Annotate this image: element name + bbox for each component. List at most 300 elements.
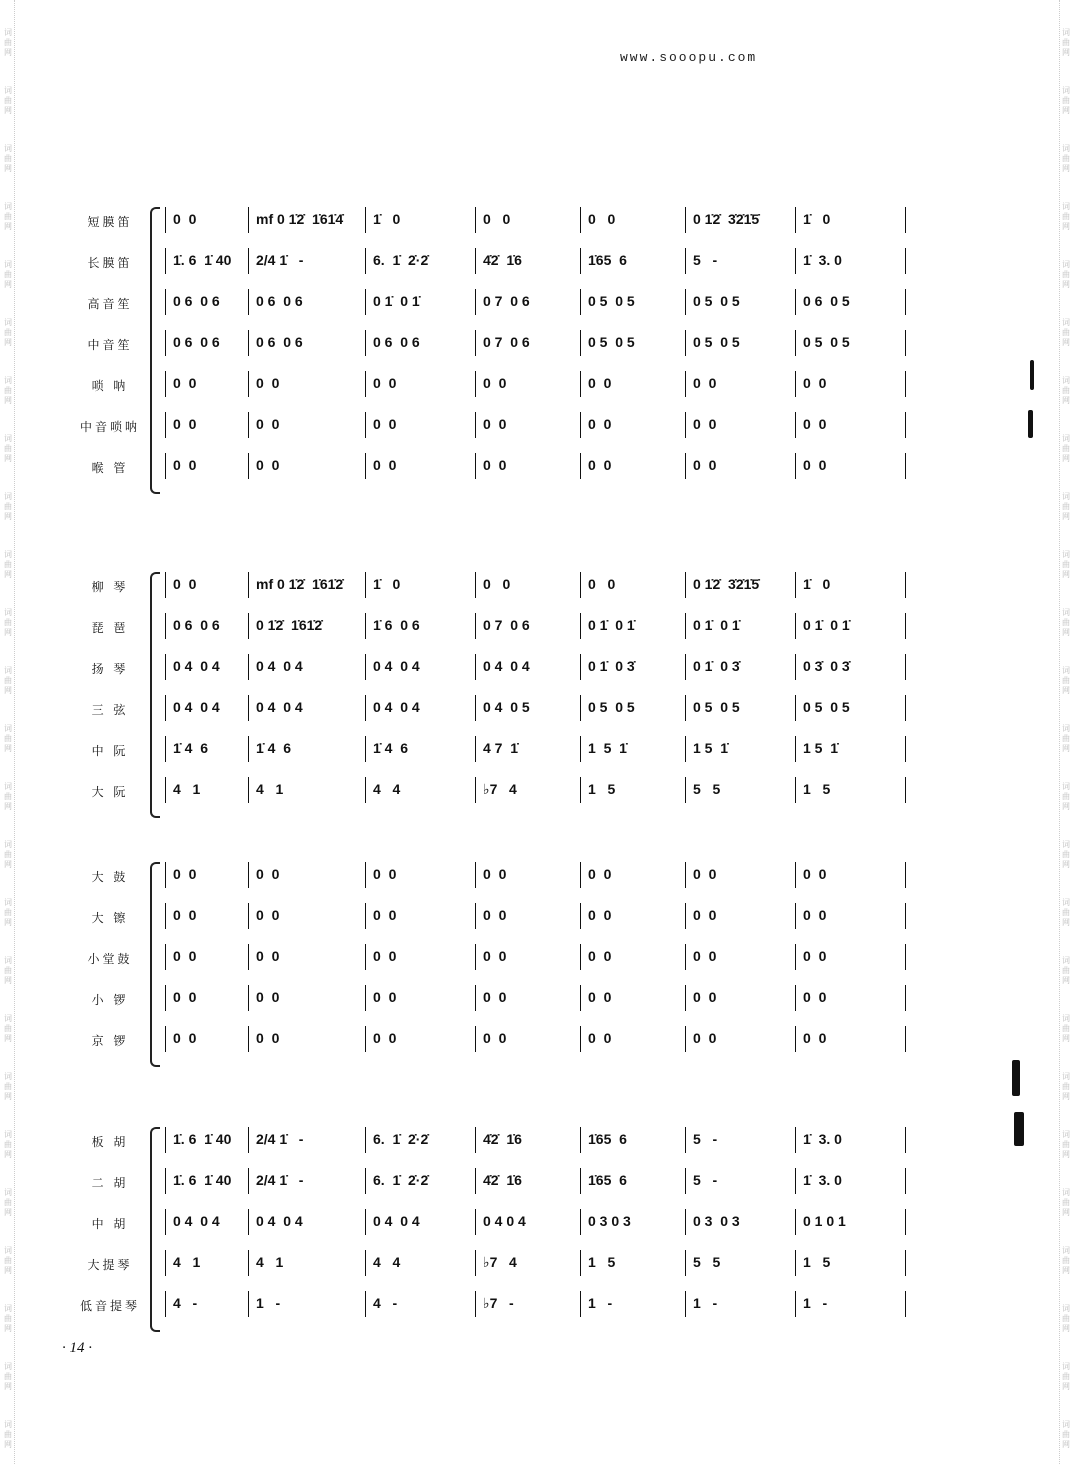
measure-notes: 0 0 (173, 457, 197, 473)
measure-notes: 0 0 (373, 989, 397, 1005)
measure-notes: 1̇ 3. 0 (803, 1131, 842, 1147)
measure-notes: 0 0 (256, 907, 280, 923)
measure-notes: 4 - (173, 1295, 198, 1311)
measure-notes: 0 0 (173, 948, 197, 964)
measure-notes: 0 0 (588, 211, 616, 227)
measure-notes: 0 0 (803, 907, 827, 923)
barline (165, 1250, 166, 1276)
measure-notes: 1 5 1̇ (803, 740, 839, 756)
barline (475, 862, 476, 888)
staff-row (70, 1248, 940, 1278)
instrument-name: 中音笙 (87, 338, 133, 352)
measure-notes: 0 6 0 6 (173, 617, 220, 633)
measure-notes: 0 0 (588, 948, 612, 964)
barline (165, 412, 166, 438)
instrument-name: 大提琴 (87, 1258, 133, 1272)
measure-notes: 2/4 1̇ - (256, 1172, 304, 1188)
barline (905, 736, 906, 762)
measure-notes: 1̇ 0 (803, 211, 831, 227)
measure-notes: 0 0 (483, 416, 507, 432)
watermark-text: 词曲网 (4, 956, 12, 985)
watermark-text: 词曲网 (4, 260, 12, 289)
barline (248, 207, 249, 233)
instrument-name: 大 鼓 (91, 870, 129, 884)
barline (248, 1291, 249, 1317)
measure-notes: 4 1 (173, 781, 201, 797)
watermark-text: 词曲网 (4, 782, 12, 811)
barline (685, 330, 686, 356)
barline (905, 248, 906, 274)
watermark-text: 词曲网 (4, 28, 12, 57)
barline (795, 330, 796, 356)
barline (685, 572, 686, 598)
measure-notes: ♭7 4 (483, 781, 517, 797)
barline (685, 412, 686, 438)
measure-notes: 4 1 (173, 1254, 201, 1270)
measure-notes: 0 5 0 5 (588, 334, 635, 350)
barline (905, 572, 906, 598)
barline (475, 1026, 476, 1052)
measure-notes: 0 6 0 6 (256, 293, 303, 309)
measure-notes: 0 0 (693, 907, 717, 923)
measure-notes: 0 1̇2̇ 3̇2̇1̇5̇ (693, 211, 760, 227)
barline (475, 777, 476, 803)
barline (248, 1209, 249, 1235)
measure-notes: 0 0 (483, 375, 507, 391)
watermark-text: 词曲网 (1062, 86, 1070, 115)
measure-notes: 0 7 0 6 (483, 617, 530, 633)
barline (685, 903, 686, 929)
watermark-text: 词曲网 (4, 1072, 12, 1101)
measure-notes: 0 4 0 4 (256, 658, 303, 674)
barline (165, 289, 166, 315)
barline (795, 613, 796, 639)
watermark-text: 词曲网 (1062, 376, 1070, 405)
staff-row (70, 246, 940, 276)
instrument-name: 二 胡 (91, 1176, 129, 1190)
barline (795, 1026, 796, 1052)
staff-row (70, 1289, 940, 1319)
measure-notes: 0 0 (588, 375, 612, 391)
measure-notes: 4̇2̇ 1̇6 (483, 252, 522, 268)
watermark-text: 词曲网 (1062, 1362, 1070, 1391)
barline (475, 330, 476, 356)
measure-notes: 0 0 (256, 457, 280, 473)
barline (165, 330, 166, 356)
left-watermark-strip (2, 0, 15, 1464)
measure-notes: 0 1̇ 0 1̇ (588, 617, 635, 633)
watermark-text: 词曲网 (1062, 550, 1070, 579)
watermark-text: 词曲网 (1062, 1072, 1070, 1101)
measure-notes: 1̇ 6 0 6 (373, 617, 420, 633)
measure-notes: 1 5 (588, 1254, 616, 1270)
barline (165, 1026, 166, 1052)
measure-notes: 0 0 (483, 989, 507, 1005)
staff-row (70, 205, 940, 235)
measure-notes: 0 0 (483, 907, 507, 923)
instrument-name: 扬 琴 (91, 662, 129, 676)
measure-notes: 1 - (256, 1295, 281, 1311)
measure-notes: 4 1 (256, 781, 284, 797)
staff-row (70, 328, 940, 358)
barline (685, 1026, 686, 1052)
barline (905, 1250, 906, 1276)
measure-notes: 0 6 0 6 (173, 334, 220, 350)
barline (365, 944, 366, 970)
barline (248, 777, 249, 803)
barline (580, 572, 581, 598)
barline (580, 862, 581, 888)
barline (685, 944, 686, 970)
barline (795, 654, 796, 680)
measure-notes: 0 0 (173, 907, 197, 923)
measure-notes: 0 0 (173, 576, 197, 592)
instrument-name: 短膜笛 (87, 215, 133, 229)
barline (248, 1026, 249, 1052)
instrument-name: 中 胡 (91, 1217, 129, 1231)
barline (165, 1291, 166, 1317)
watermark-text: 词曲网 (1062, 144, 1070, 173)
barline (905, 862, 906, 888)
measure-notes: 0 1̇ 0 1̇ (373, 293, 420, 309)
barline (795, 1127, 796, 1153)
watermark-text: 词曲网 (1062, 1246, 1070, 1275)
barline (475, 985, 476, 1011)
barline (248, 453, 249, 479)
watermark-text: 词曲网 (1062, 724, 1070, 753)
watermark-text: 词曲网 (1062, 318, 1070, 347)
measure-notes: 0 3 0 3 (693, 1213, 740, 1229)
barline (905, 207, 906, 233)
measure-notes: 0 5 0 5 (588, 293, 635, 309)
staff-row (70, 1024, 940, 1054)
measure-notes: 5 - (693, 1131, 718, 1147)
barline (795, 944, 796, 970)
watermark-text: 词曲网 (1062, 434, 1070, 463)
barline (248, 371, 249, 397)
measure-notes: 0 4 0 4 (173, 658, 220, 674)
ink-mark (1012, 1060, 1020, 1096)
measure-notes: 0 0 (588, 457, 612, 473)
measure-notes: 0 0 (173, 375, 197, 391)
barline (795, 248, 796, 274)
barline (580, 736, 581, 762)
barline (905, 1291, 906, 1317)
barline (165, 736, 166, 762)
barline (580, 777, 581, 803)
instrument-name: 小堂鼓 (87, 952, 133, 966)
barline (365, 1168, 366, 1194)
watermark-text: 词曲网 (4, 1246, 12, 1275)
measure-notes: 0 0 (803, 416, 827, 432)
watermark-text: 词曲网 (1062, 492, 1070, 521)
barline (248, 736, 249, 762)
barline (165, 613, 166, 639)
measure-notes: 1̇65 6 (588, 1131, 627, 1147)
barline (365, 1127, 366, 1153)
staff-row (70, 860, 940, 890)
measure-notes: 4 4 (373, 781, 401, 797)
barline (165, 985, 166, 1011)
staff-row (70, 1166, 940, 1196)
staff-row (70, 369, 940, 399)
watermark-text: 词曲网 (1062, 666, 1070, 695)
measure-notes: 4 1 (256, 1254, 284, 1270)
barline (475, 944, 476, 970)
barline (475, 613, 476, 639)
measure-notes: 0 5 0 5 (588, 699, 635, 715)
measure-notes: 1̇. 6 1̇ 40 (173, 1172, 232, 1188)
measure-notes: 0 7 0 6 (483, 334, 530, 350)
watermark-text: 词曲网 (4, 608, 12, 637)
measure-notes: 0 0 (173, 1030, 197, 1046)
measure-notes: 0 0 (803, 1030, 827, 1046)
barline (475, 572, 476, 598)
measure-notes: 0 0 (803, 989, 827, 1005)
barline (248, 862, 249, 888)
measure-notes: 4̇2̇ 1̇6 (483, 1172, 522, 1188)
barline (905, 1026, 906, 1052)
barline (795, 862, 796, 888)
barline (365, 330, 366, 356)
instrument-name: 大 阮 (91, 785, 129, 799)
barline (580, 695, 581, 721)
barline (795, 903, 796, 929)
measure-notes: 0 0 (173, 866, 197, 882)
instrument-name: 长膜笛 (87, 256, 133, 270)
score-system-3 (70, 860, 940, 1071)
watermark-text: 词曲网 (4, 840, 12, 869)
measure-notes: 0 0 (693, 457, 717, 473)
measure-notes: 0 0 (588, 576, 616, 592)
watermark-text: 词曲网 (1062, 898, 1070, 927)
barline (685, 207, 686, 233)
barline (905, 371, 906, 397)
measure-notes: 0 0 (256, 375, 280, 391)
instrument-name: 京 锣 (91, 1034, 129, 1048)
measure-notes: 6. 1̇ 2̇·2̇ (373, 1172, 429, 1188)
barline (475, 654, 476, 680)
measure-notes: 0 5 0 5 (803, 699, 850, 715)
score-system-1 (70, 205, 940, 498)
barline (365, 777, 366, 803)
barline (165, 1209, 166, 1235)
barline (580, 330, 581, 356)
measure-notes: 0 6 0 6 (373, 334, 420, 350)
barline (475, 371, 476, 397)
measure-notes: 0 5 0 5 (693, 699, 740, 715)
barline (165, 1127, 166, 1153)
barline (248, 654, 249, 680)
barline (365, 736, 366, 762)
barline (685, 985, 686, 1011)
barline (165, 207, 166, 233)
measure-notes: 0 0 (803, 866, 827, 882)
measure-notes: 0 0 (693, 948, 717, 964)
measure-notes: 0 0 (173, 989, 197, 1005)
measure-notes: 0 1̇ 0 1̇ (693, 617, 740, 633)
staff-row (70, 410, 940, 440)
barline (365, 695, 366, 721)
staff-row (70, 901, 940, 931)
barline (685, 1250, 686, 1276)
watermark-text: 词曲网 (4, 1362, 12, 1391)
measure-notes: 5 - (693, 252, 718, 268)
instrument-name: 喉 管 (91, 461, 129, 475)
ink-mark (1014, 1112, 1024, 1146)
barline (905, 695, 906, 721)
measure-notes: 5 5 (693, 1254, 721, 1270)
measure-notes: 0 5 0 5 (693, 293, 740, 309)
barline (475, 412, 476, 438)
barline (475, 903, 476, 929)
measure-notes: 0 0 (693, 375, 717, 391)
measure-notes: 0 6 0 6 (256, 334, 303, 350)
score-system-2 (70, 570, 940, 822)
watermark-text: 词曲网 (4, 1304, 12, 1333)
right-watermark-strip (1059, 0, 1072, 1464)
measure-notes: 0 0 (483, 576, 511, 592)
barline (580, 944, 581, 970)
measure-notes: 1̇. 6 1̇ 40 (173, 1131, 232, 1147)
barline (165, 453, 166, 479)
measure-notes: 1̇ 4 6 (173, 740, 209, 756)
barline (795, 453, 796, 479)
measure-notes: 0 1̇2̇ 1̇61̇2̇ (256, 617, 323, 633)
measure-notes: 1̇ 4 6 (256, 740, 292, 756)
barline (165, 944, 166, 970)
barline (165, 654, 166, 680)
measure-notes: 1 5 1̇ (693, 740, 729, 756)
watermark-text: 词曲网 (1062, 1304, 1070, 1333)
score-system-4 (70, 1125, 940, 1336)
barline (165, 1168, 166, 1194)
measure-notes: 0 4 0 4 (173, 1213, 220, 1229)
measure-notes: 0 1̇ 0 3̇ (588, 658, 635, 674)
measure-notes: 4 - (373, 1295, 398, 1311)
measure-notes: 4 7 1̇ (483, 740, 519, 756)
barline (580, 1250, 581, 1276)
barline (475, 695, 476, 721)
measure-notes: 6. 1̇ 2̇·2̇ (373, 252, 429, 268)
instrument-name: 中 阮 (91, 744, 129, 758)
barline (248, 613, 249, 639)
measure-notes: mf 0 1̇2̇ 1̇61̇4̇ (256, 211, 344, 227)
measure-notes: 0 0 (483, 211, 511, 227)
barline (795, 572, 796, 598)
barline (685, 1168, 686, 1194)
barline (795, 695, 796, 721)
watermark-text: 词曲网 (1062, 1188, 1070, 1217)
measure-notes: 1 5 (803, 1254, 831, 1270)
measure-notes: 1̇ 4 6 (373, 740, 409, 756)
measure-notes: 0 3 0 3 (588, 1213, 631, 1229)
measure-notes: 0 0 (693, 416, 717, 432)
barline (795, 777, 796, 803)
barline (475, 248, 476, 274)
barline (248, 1127, 249, 1153)
barline (795, 371, 796, 397)
measure-notes: 0 1̇ 0 3̇ (693, 658, 740, 674)
measure-notes: 1 - (693, 1295, 718, 1311)
measure-notes: 0 0 (373, 866, 397, 882)
barline (685, 862, 686, 888)
watermark-text: 词曲网 (4, 550, 12, 579)
staff-row (70, 983, 940, 1013)
barline (165, 777, 166, 803)
instrument-name: 中音唢呐 (79, 420, 140, 434)
barline (165, 695, 166, 721)
measure-notes: 0 4 0 4 (373, 1213, 420, 1229)
measure-notes: 1̇65 6 (588, 1172, 627, 1188)
watermark-text: 词曲网 (1062, 260, 1070, 289)
barline (365, 412, 366, 438)
barline (580, 371, 581, 397)
barline (905, 654, 906, 680)
measure-notes: ♭7 - (483, 1295, 514, 1311)
measure-notes: 0 3̇ 0 3̇ (803, 658, 850, 674)
barline (475, 1291, 476, 1317)
barline (905, 1127, 906, 1153)
measure-notes: 0 0 (803, 375, 827, 391)
measure-notes: 0 0 (373, 375, 397, 391)
site-url: www.sooopu.com (620, 50, 758, 65)
barline (365, 371, 366, 397)
watermark-text: 词曲网 (4, 666, 12, 695)
barline (248, 248, 249, 274)
barline (685, 695, 686, 721)
measure-notes: 0 0 (173, 416, 197, 432)
staff-row (70, 451, 940, 481)
staff-row (70, 611, 940, 641)
measure-notes: 0 4 0 5 (483, 699, 530, 715)
barline (475, 1209, 476, 1235)
barline (248, 1250, 249, 1276)
barline (365, 572, 366, 598)
measure-notes: 0 0 (483, 948, 507, 964)
barline (365, 903, 366, 929)
measure-notes: 0 0 (693, 866, 717, 882)
measure-notes: 0 6 0 5 (803, 293, 850, 309)
barline (685, 613, 686, 639)
measure-notes: 0 7 0 6 (483, 293, 530, 309)
measure-notes: 0 0 (803, 457, 827, 473)
measure-notes: 0 0 (588, 907, 612, 923)
measure-notes: 0 0 (256, 989, 280, 1005)
barline (905, 985, 906, 1011)
barline (475, 1127, 476, 1153)
barline (580, 289, 581, 315)
watermark-text: 词曲网 (1062, 1130, 1070, 1159)
measure-notes: 1̇ 0 (373, 576, 401, 592)
measure-notes: 0 0 (803, 948, 827, 964)
barline (365, 654, 366, 680)
instrument-name: 大 镲 (91, 911, 129, 925)
barline (365, 862, 366, 888)
measure-notes: 0 0 (256, 1030, 280, 1046)
measure-notes: 0 0 (693, 1030, 717, 1046)
staff-row (70, 775, 940, 805)
watermark-text: 词曲网 (1062, 1014, 1070, 1043)
measure-notes: 0 0 (373, 948, 397, 964)
measure-notes: 0 6 0 6 (173, 293, 220, 309)
barline (685, 1291, 686, 1317)
barline (905, 330, 906, 356)
measure-notes: 0 4 0 4 (373, 699, 420, 715)
barline (580, 1291, 581, 1317)
barline (475, 1168, 476, 1194)
watermark-text: 词曲网 (4, 86, 12, 115)
